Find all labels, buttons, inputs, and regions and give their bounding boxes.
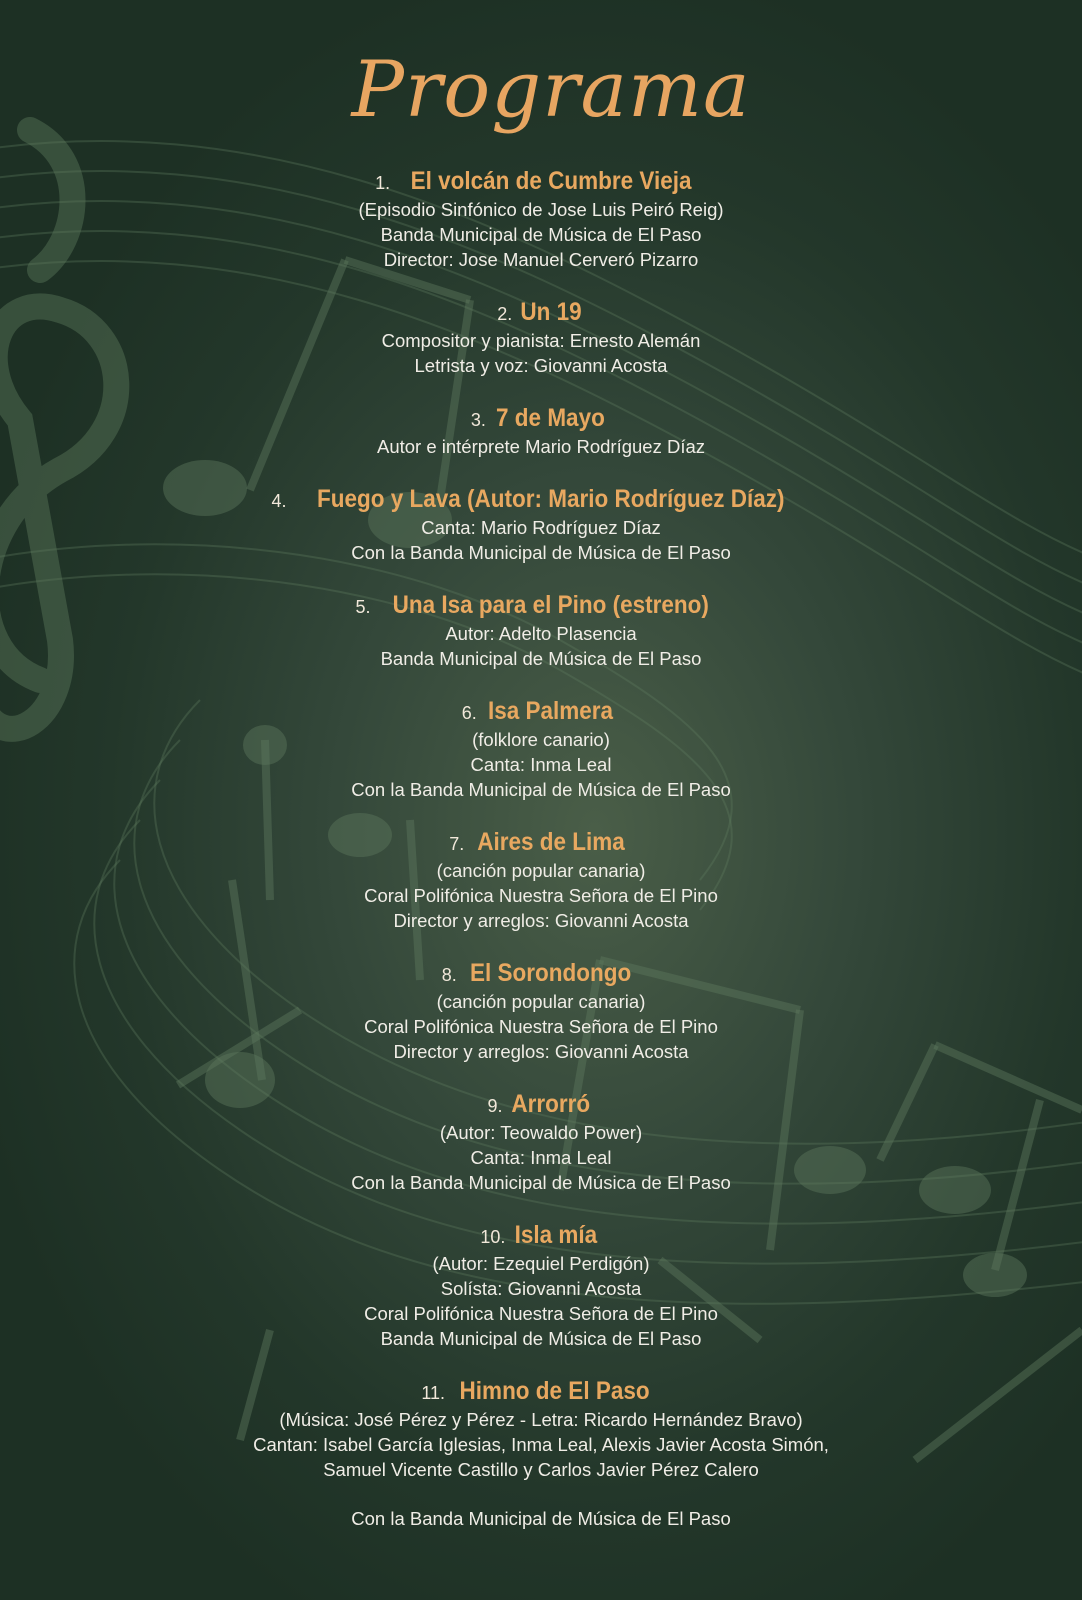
program-item-heading bbox=[0, 402, 1082, 434]
program-item-detail: (canción popular canaria) bbox=[436, 991, 646, 1012]
program-item-detail: Coral Polifónica Nuestra Señora de El Pino bbox=[364, 885, 718, 906]
program-item-heading bbox=[0, 826, 1082, 858]
program-item bbox=[0, 1219, 1082, 1351]
program-item bbox=[0, 957, 1082, 1064]
program-item-detail: Canta: Mario Rodríguez Díaz bbox=[421, 517, 661, 538]
program-item-number: 1. bbox=[375, 173, 391, 193]
program-item bbox=[0, 165, 1082, 272]
program-item-detail: (folklore canario) bbox=[472, 729, 610, 750]
program-item-detail: (Música: José Pérez y Pérez - Letra: Ricardo Hernández Bravo) bbox=[279, 1409, 803, 1430]
page-title-block bbox=[0, 20, 1082, 160]
program-item bbox=[0, 1088, 1082, 1195]
program-item-title: Isa Palmera bbox=[488, 697, 614, 725]
program-item bbox=[0, 1375, 1082, 1531]
program-item-number: 8. bbox=[441, 965, 457, 985]
program-item-title: 7 de Mayo bbox=[496, 404, 606, 432]
page-title: Programa bbox=[351, 45, 751, 135]
program-item-detail: Canta: Inma Leal bbox=[470, 754, 612, 775]
program-item-number: 9. bbox=[487, 1096, 503, 1116]
program-item-detail: (Episodio Sinfónico de Jose Luis Peiró Reig) bbox=[358, 199, 724, 220]
program-item-title: Isla mía bbox=[514, 1221, 598, 1249]
program-item-heading bbox=[0, 695, 1082, 727]
program-item-detail: Coral Polifónica Nuestra Señora de El Pino bbox=[364, 1016, 718, 1037]
program-item-number: 2. bbox=[497, 304, 513, 324]
program-item-title: Aires de Lima bbox=[476, 828, 625, 856]
program-item-detail: (canción popular canaria) bbox=[436, 860, 646, 881]
program-item-heading bbox=[0, 1375, 1082, 1407]
program-item-detail: Con la Banda Municipal de Música de El Paso bbox=[351, 542, 731, 563]
program-item-heading bbox=[0, 1219, 1082, 1251]
program-item bbox=[0, 296, 1082, 378]
program-item-heading bbox=[0, 1088, 1082, 1120]
program-item-heading bbox=[0, 296, 1082, 328]
program-item-number: 7. bbox=[449, 834, 465, 854]
program-item-detail: Banda Municipal de Música de El Paso bbox=[380, 224, 702, 245]
program-item-number: 6. bbox=[461, 703, 477, 723]
program-item-detail: Autor e intérprete Mario Rodríguez Díaz bbox=[376, 436, 705, 457]
program-item-number: 4. bbox=[271, 491, 287, 511]
program-item-number: 10. bbox=[480, 1227, 506, 1247]
program-item-detail: Con la Banda Municipal de Música de El Paso bbox=[351, 779, 731, 800]
program-item-number: 3. bbox=[470, 410, 486, 430]
program-item-title: Un 19 bbox=[520, 298, 582, 326]
program-item-detail: Banda Municipal de Música de El Paso bbox=[380, 648, 702, 669]
program-item-detail: Con la Banda Municipal de Música de El Paso bbox=[351, 1172, 731, 1193]
program-item bbox=[0, 826, 1082, 933]
program-item-detail: Banda Municipal de Música de El Paso bbox=[380, 1328, 702, 1349]
program-item-detail: Samuel Vicente Castillo y Carlos Javier Pérez Calero bbox=[323, 1459, 759, 1480]
program-item-detail: Director y arreglos: Giovanni Acosta bbox=[393, 910, 689, 931]
program-item-title: Arrorró bbox=[511, 1090, 591, 1118]
program-item-detail: Cantan: Isabel García Iglesias, Inma Leal, Alexis Javier Acosta Simón, bbox=[253, 1434, 829, 1455]
program-item-detail: Solísta: Giovanni Acosta bbox=[440, 1278, 642, 1299]
program-item-detail: (Autor: Ezequiel Perdigón) bbox=[432, 1253, 650, 1274]
program-item-heading bbox=[0, 165, 1082, 197]
program-item bbox=[0, 589, 1082, 671]
program-item-title: Una Isa para el Pino (estreno) bbox=[392, 591, 709, 619]
program-item-footer-line: Con la Banda Municipal de Música de El Paso bbox=[351, 1508, 731, 1529]
program-item bbox=[0, 483, 1082, 565]
program-item bbox=[0, 695, 1082, 802]
program-item-detail: Compositor y pianista: Ernesto Alemán bbox=[381, 330, 701, 351]
program-item-heading bbox=[0, 957, 1082, 989]
program-item-heading bbox=[0, 483, 1082, 515]
program-item-detail: Autor: Adelto Plasencia bbox=[445, 623, 637, 644]
program-item-detail: Director y arreglos: Giovanni Acosta bbox=[393, 1041, 689, 1062]
program-item-title: Fuego y Lava (Autor: Mario Rodríguez Díaz) bbox=[316, 485, 785, 513]
program-item-title: El Sorondongo bbox=[470, 959, 632, 987]
program-item-detail: Director: Jose Manuel Cerveró Pizarro bbox=[383, 249, 699, 270]
program-item-heading bbox=[0, 589, 1082, 621]
program-item-number: 5. bbox=[355, 597, 371, 617]
program-item bbox=[0, 402, 1082, 459]
program-item-number: 11. bbox=[421, 1383, 446, 1403]
program-list bbox=[0, 165, 1082, 1531]
program-item-detail: Letrista y voz: Giovanni Acosta bbox=[414, 355, 668, 376]
program-item-detail: Canta: Inma Leal bbox=[470, 1147, 612, 1168]
program-item-detail: Coral Polifónica Nuestra Señora de El Pino bbox=[364, 1303, 718, 1324]
program-item-detail: (Autor: Teowaldo Power) bbox=[439, 1122, 643, 1143]
program-item-title: Himno de El Paso bbox=[460, 1377, 651, 1405]
program-item-title: El volcán de Cumbre Vieja bbox=[410, 167, 692, 195]
